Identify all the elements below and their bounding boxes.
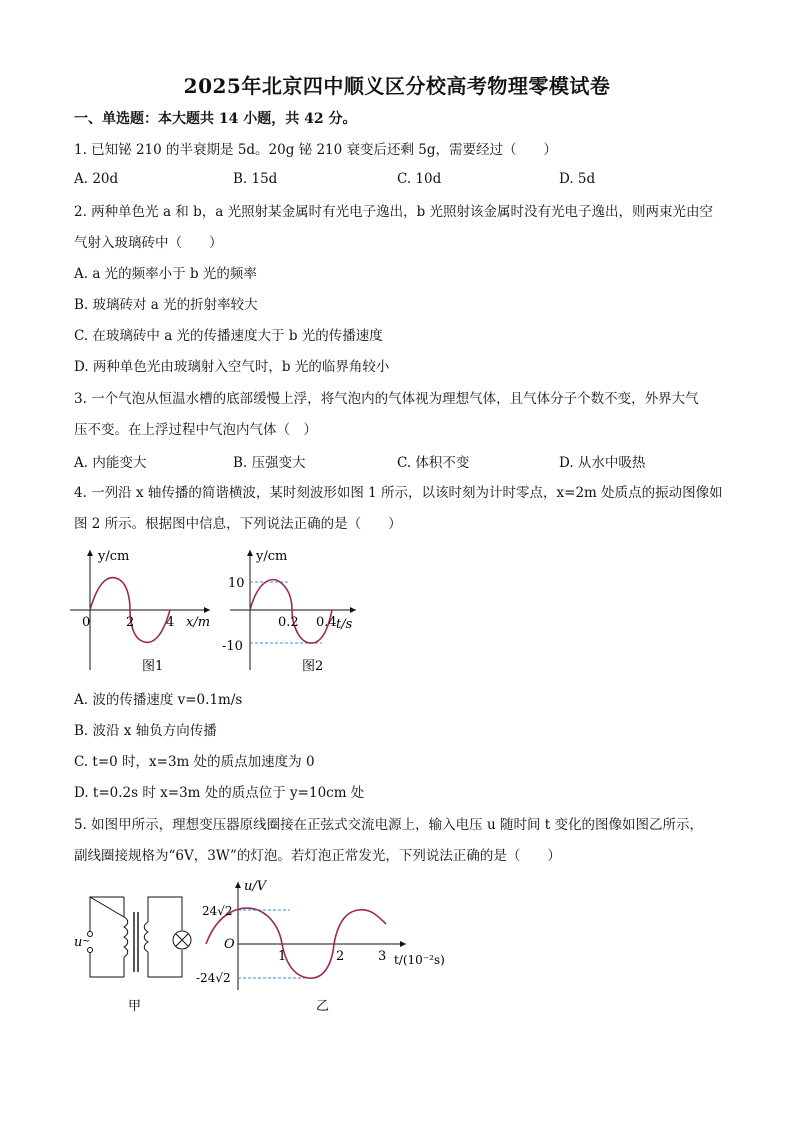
fig-jia-tilde: ~ [82, 936, 91, 947]
q2-option-d[interactable]: D. 两种单色光由玻璃射入空气时，b 光的临界角较小 [74, 359, 390, 375]
q4-option-a[interactable]: A. 波的传播速度 v=0.1m/s [74, 692, 243, 708]
q2-option-c[interactable]: C. 在玻璃砖中 a 光的传播速度大于 b 光的传播速度 [74, 328, 383, 344]
q3-stem-line2: 压不变。在上浮过程中气泡内气体（ ） [74, 422, 317, 438]
fig-jia-caption: 甲 [128, 999, 142, 1014]
q1-stem: 1. 已知铋 210 的半衰期是 5d。20g 铋 210 衰变后还剩 5g，需要经过（ ） [74, 142, 558, 158]
q5-stem-line1: 5. 如图甲所示，理想变压器原线圈接在正弦式交流电源上，输入电压 u 随时间 t 变化的图像如图乙所示， [74, 817, 703, 833]
fig-yi-origin: O [224, 937, 235, 952]
fig2-ylabel: y/cm [256, 549, 288, 564]
q4-option-b[interactable]: B. 波沿 x 轴负方向传播 [74, 723, 217, 739]
fig-yi-tick-1: 1 [278, 949, 287, 964]
fig1-tick-4: 4 [166, 615, 175, 630]
q5-fig-jia [88, 897, 192, 977]
q1-option-a[interactable]: A. 20d [74, 171, 119, 187]
section-heading: 一、单选题：本大题共 14 小题，共 42 分。 [74, 111, 357, 127]
q4-fig2 [222, 549, 356, 674]
q4-option-c[interactable]: C. t=0 时，x=3m 处的质点加速度为 0 [74, 754, 315, 770]
fig2-ymin: -10 [222, 639, 243, 654]
fig2-caption: 图2 [302, 659, 324, 674]
fig-yi-xlabel: t/(10⁻²s) [394, 953, 445, 967]
q4-figures [60, 540, 360, 680]
primary-wire-top [90, 897, 124, 932]
secondary-wire-top [148, 897, 182, 930]
q2-stem-line2: 气射入玻璃砖中（ ） [74, 235, 223, 251]
q2-stem-line1: 2. 两种单色光 a 和 b，a 光照射某金属时有光电子逸出，b 光照射该金属时没有光电子逸出，则两束光由空 [74, 204, 714, 220]
q2-option-a[interactable]: A. a 光的频率小于 b 光的频率 [74, 266, 257, 282]
q3-options [74, 451, 734, 471]
fig-yi-ylabel: u/V [244, 879, 267, 894]
q5-stem-line2: 副线圈接规格为“6V，3W”的灯泡。若灯泡正常发光，下列说法正确的是（ ） [74, 848, 561, 864]
q4-stem-line2: 图 2 所示。根据图中信息，下列说法正确的是（ ） [74, 516, 402, 532]
secondary-coil [144, 922, 148, 952]
fig2-ymax: 10 [228, 576, 245, 591]
q3-option-c[interactable]: C. 体积不变 [397, 455, 470, 471]
fig-yi-ymin: -24√2 [196, 971, 231, 985]
fig2-tick-02: 0.2 [278, 615, 299, 630]
q3-option-a[interactable]: A. 内能变大 [74, 455, 147, 471]
q3-option-b[interactable]: B. 压强变大 [233, 455, 306, 471]
q4-fig1 [70, 549, 210, 674]
q1-option-c[interactable]: C. 10d [397, 171, 442, 187]
fig1-tick-2: 2 [126, 615, 135, 630]
fig-jia-source-label: u [74, 935, 83, 950]
q5-fig-yi [196, 879, 445, 1014]
secondary-wire-bottom [148, 950, 182, 977]
fig-yi-tick-2: 2 [336, 949, 345, 964]
q2-option-b[interactable]: B. 玻璃砖对 a 光的折射率较大 [74, 297, 258, 313]
fig-yi-ymax: 24√2 [202, 904, 233, 918]
source-terminal-bottom [88, 948, 93, 953]
fig-yi-caption: 乙 [316, 999, 330, 1014]
fig2-tick-04: 0.4 [316, 615, 337, 630]
fig-yi-tick-3: 3 [378, 949, 387, 964]
primary-coil [124, 917, 128, 957]
fig1-origin: 0 [82, 615, 91, 630]
fig1-ylabel: y/cm [98, 549, 130, 564]
q5-figures [60, 872, 450, 1017]
fig2-vibration-curve [250, 580, 332, 643]
q3-option-d[interactable]: D. 从水中吸热 [559, 455, 646, 471]
fig1-xlabel: x/m [186, 615, 211, 630]
primary-wire-bottom [90, 952, 124, 977]
q4-stem-line1: 4. 一列沿 x 轴传播的简谐横波，某时刻波形如图 1 所示，以该时刻为计时零点，x=2m 处质点的振动图像如 [74, 485, 723, 501]
q1-options [74, 171, 734, 191]
q3-stem-line1: 3. 一个气泡从恒温水槽的底部缓慢上浮，将气泡内的气体视为理想气体，且气体分子个数不变，外界大气 [74, 391, 699, 407]
q1-option-b[interactable]: B. 15d [233, 171, 278, 187]
q1-option-d[interactable]: D. 5d [559, 171, 596, 187]
fig2-xlabel: t/s [336, 617, 353, 632]
page-title: 2025年北京四中顺义区分校高考物理零模试卷 [183, 74, 611, 98]
q4-option-d[interactable]: D. t=0.2s 时 x=3m 处的质点位于 y=10cm 处 [74, 785, 365, 801]
fig1-caption: 图1 [142, 659, 164, 674]
